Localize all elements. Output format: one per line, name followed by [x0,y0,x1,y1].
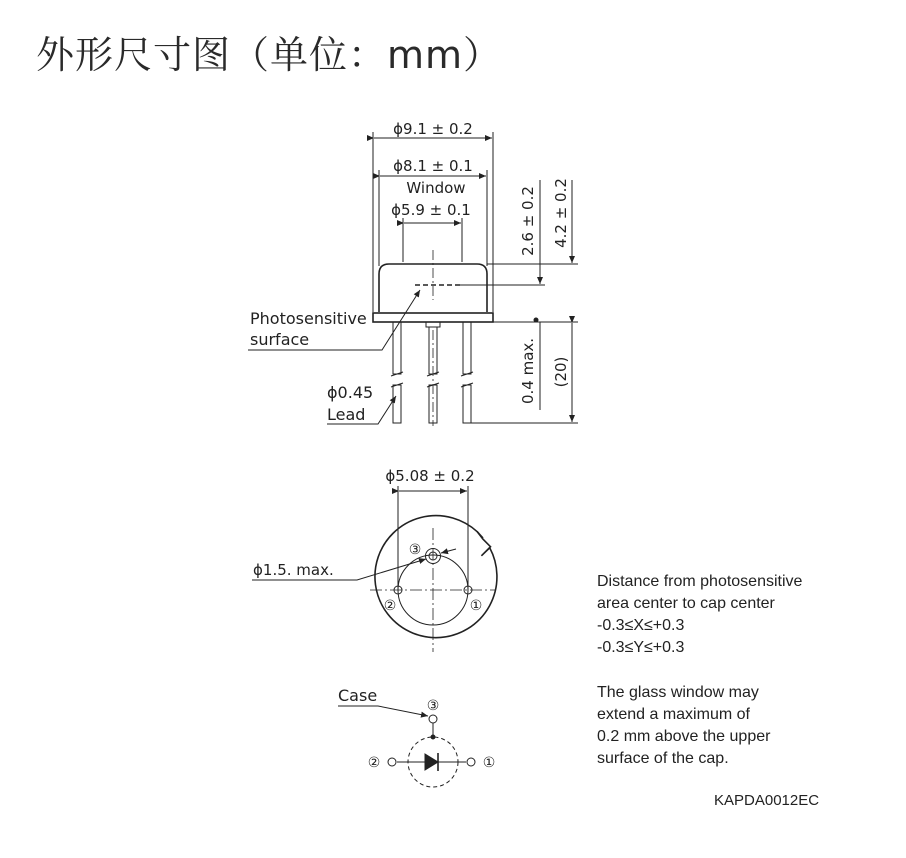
note-distance [597,571,802,659]
lead-right [463,322,471,374]
diode-symbol [425,754,438,770]
document-code: KAPDA0012EC [714,792,820,809]
window-label: Window [406,179,466,197]
dim-max: ϕ1.5. max. [253,561,334,579]
note-glass-window [597,682,770,770]
schematic-pin-2-label: ② [367,755,381,771]
schematic-symbol [338,706,475,787]
lead-left [393,322,401,374]
lead-label: Lead [327,405,366,424]
bottom-pin-2-label: ② [383,598,397,614]
note-glass-line: The glass window may [597,684,759,701]
case-label: Case [338,686,378,705]
page-title: 外形尺寸图（单位：mm） [36,33,503,77]
photosensitive-label-line2: surface [250,330,310,349]
bottom-pin-1-label: ① [469,598,483,614]
dim-pin-circle: ϕ5.08 ± 0.2 [385,467,475,485]
dim-cap-outer: ϕ9.1 ± 0.2 [393,120,473,138]
note-distance-line: -0.3≤Y≤+0.3 [597,639,685,656]
note-glass-line: extend a maximum of [597,706,750,723]
note-distance-line: Distance from photosensitive [597,573,803,590]
note-glass-line: surface of the cap. [597,750,729,767]
dim-base: 0.4 max. [519,337,537,405]
note-glass-line: 0.2 mm above the upper [597,728,771,745]
dim-lead-length: (20) [552,356,570,388]
dim-cap-inner: ϕ8.1 ± 0.1 [393,157,473,175]
note-distance-line: -0.3≤X≤+0.3 [597,617,685,634]
dim-height-surface: 2.6 ± 0.2 [519,186,537,256]
photosensitive-label-line1: Photosensitive [250,309,367,328]
schematic-pin-1-label: ① [482,755,496,771]
lead-dia: ϕ0.45 [327,383,374,402]
note-distance-line: area center to cap center [597,595,775,612]
bottom-pin-3-label: ③ [408,542,422,558]
dim-window: ϕ5.9 ± 0.1 [391,201,471,219]
schematic-pin-3-label: ③ [426,698,440,714]
base-flange [373,313,493,322]
dim-height-total: 4.2 ± 0.2 [552,178,570,248]
